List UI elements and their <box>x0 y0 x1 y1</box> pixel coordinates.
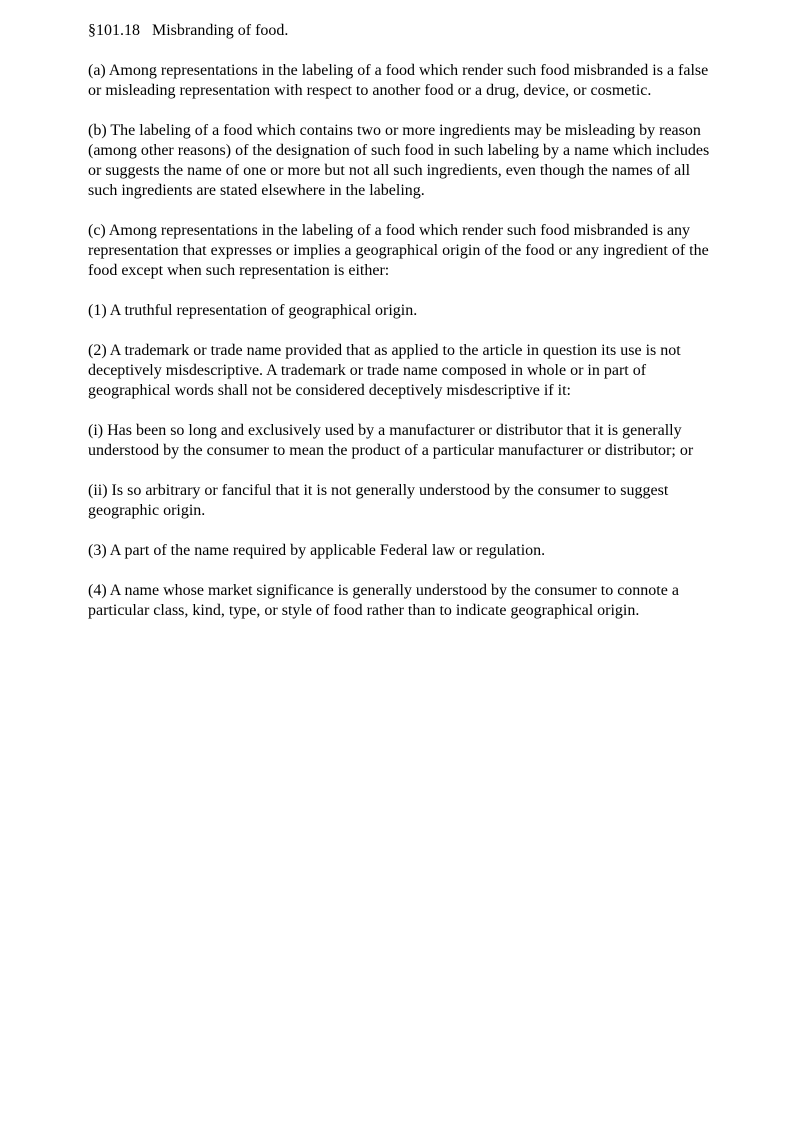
paragraph-b: (b) The labeling of a food which contains two or more ingredients may be misleading by reason (among other reasons) of the designation of such food in such labeling by a name which includes or suggests the name of one or more but not all such ingredients, even though the names of all such ingredients are stated elsewhere in the labeling. <box>88 122 710 199</box>
paragraph-c-2-i: (i) Has been so long and exclusively used by a manufacturer or distributor that it is generally understood by the consumer to mean the product of a particular manufacturer or distributor; or <box>88 422 694 459</box>
paragraph-c: (c) Among representations in the labeling of a food which render such food misbranded is any representation that expresses or implies a geographical origin of the food or any ingredient of the food except when such representation is either: <box>88 222 709 279</box>
paragraph-c-2-ii: (ii) Is so arbitrary or fanciful that it is not generally understood by the consumer to suggest geographic origin. <box>88 482 669 519</box>
paragraph-c-4: (4) A name whose market significance is generally understood by the consumer to connote a particular class, kind, type, or style of food rather than to indicate geographical origin. <box>88 582 679 619</box>
paragraph-c-1: (1) A truthful representation of geographical origin. <box>88 302 418 319</box>
document-page <box>88 21 713 641</box>
section-heading: §101.18 Misbranding of food. <box>88 22 289 39</box>
paragraph-c-3: (3) A part of the name required by applicable Federal law or regulation. <box>88 542 546 559</box>
paragraph-a: (a) Among representations in the labeling of a food which render such food misbranded is a false or misleading representation with respect to another food or a drug, device, or cosmetic. <box>88 62 709 99</box>
paragraph-c-2: (2) A trademark or trade name provided that as applied to the article in question its use is not deceptively misdescriptive. A trademark or trade name composed in whole or in part of geographical words shall not be considered deceptively misdescriptive if it: <box>88 342 681 399</box>
